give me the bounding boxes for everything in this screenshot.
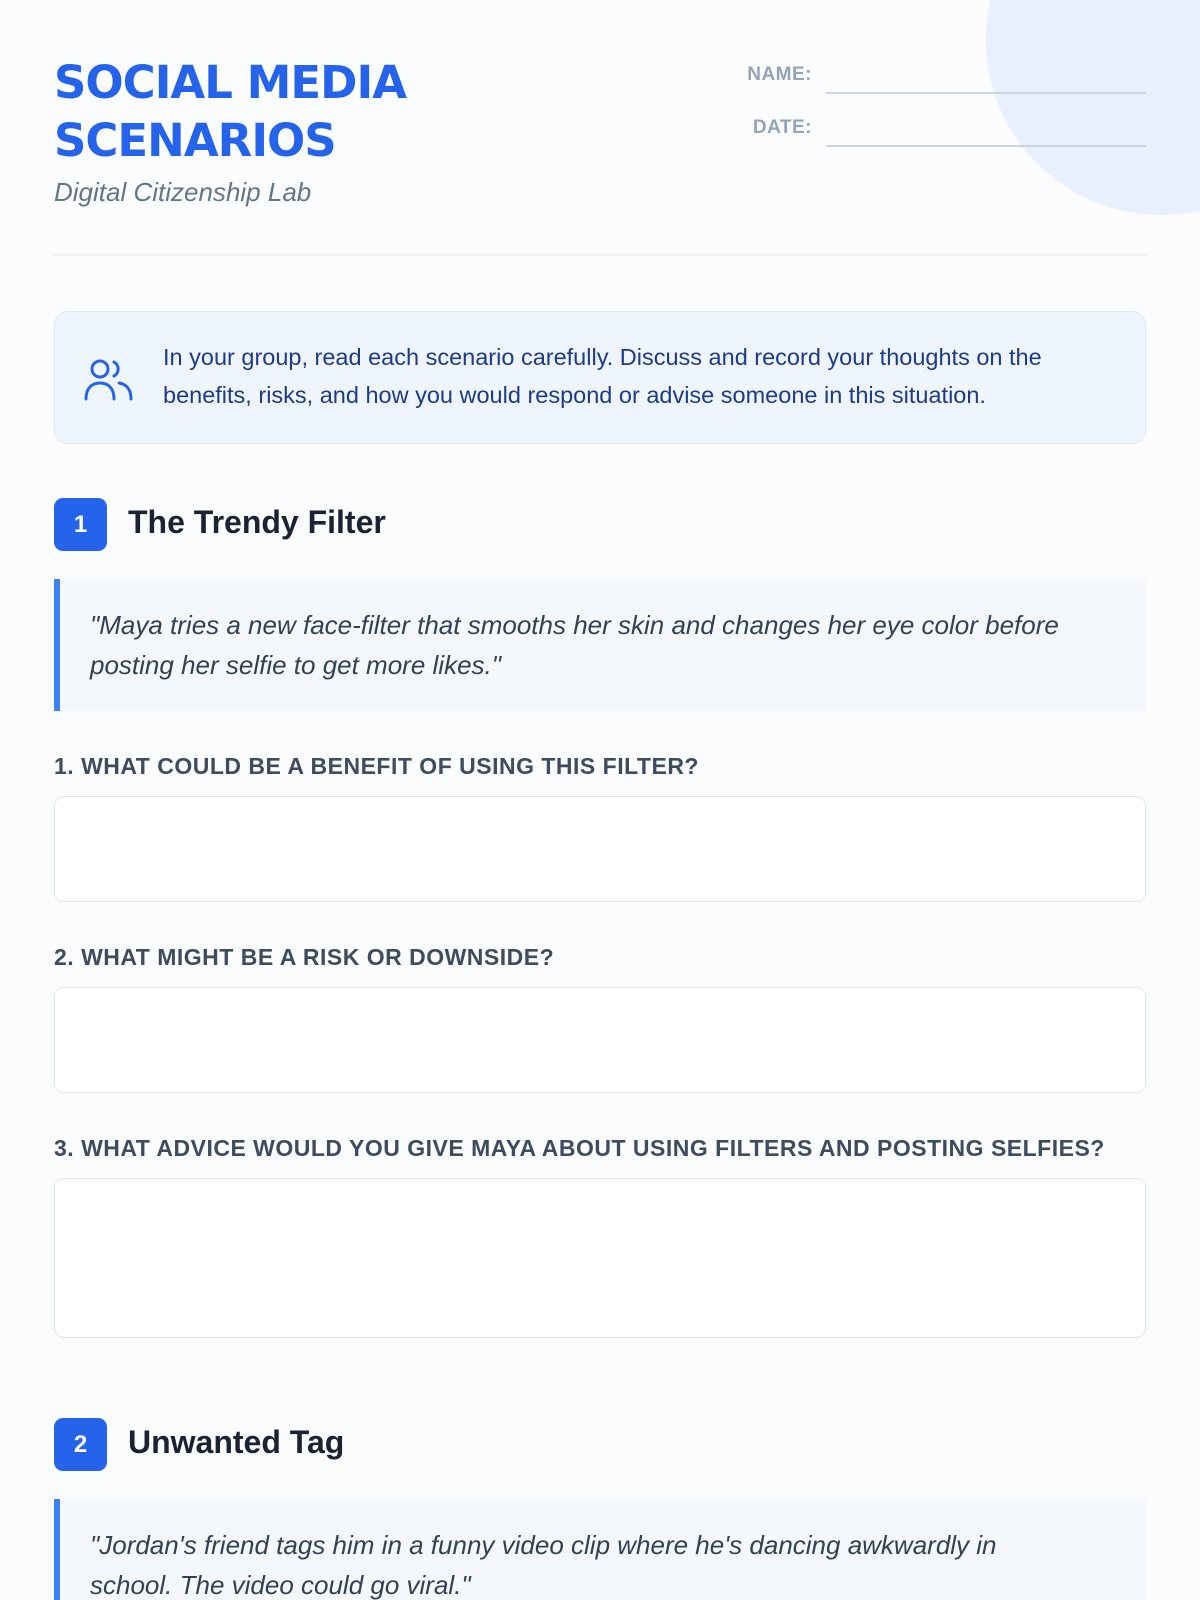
question-2-label: 2. WHAT MIGHT BE A RISK OR DOWNSIDE?	[54, 944, 555, 970]
users-icon	[83, 354, 135, 406]
title-line-1: SOCIAL MEDIA	[54, 56, 407, 109]
date-line[interactable]	[826, 145, 1146, 147]
scenario-2	[54, 1418, 1146, 1600]
page-subtitle: Digital Citizenship Lab	[54, 177, 312, 207]
scenario-1	[54, 498, 1146, 1338]
scenario-title: The Trendy Filter	[128, 504, 386, 540]
instructions-box	[54, 311, 1146, 444]
scenario-quote: "Jordan's friend tags him in a funny video clip where he's dancing awkwardly in school. The video could go viral."	[54, 1499, 1146, 1600]
answer-box-2[interactable]	[54, 987, 1146, 1093]
answer-box-1[interactable]	[54, 796, 1146, 902]
name-field	[744, 54, 1146, 94]
instructions-text: In your group, read each scenario carefully. Discuss and record your thoughts on the benefits, risks, and how you would respond or advise someone in this situation.	[163, 344, 1042, 408]
worksheet-header	[54, 0, 1146, 256]
name-line[interactable]	[826, 92, 1146, 94]
scenario-quote: "Maya tries a new face-filter that smooths her skin and changes her eye color before posting her selfie to get more likes."	[54, 579, 1146, 711]
name-label: NAME:	[747, 64, 812, 85]
scenario-header	[54, 1418, 1146, 1472]
question-3-label: 3. WHAT ADVICE WOULD YOU GIVE MAYA ABOUT USING FILTERS AND POSTING SELFIES?	[54, 1135, 1105, 1161]
question-1-label: 1. WHAT COULD BE A BENEFIT OF USING THIS FILTER?	[54, 753, 699, 779]
scenario-title: Unwanted Tag	[128, 1424, 345, 1460]
page-title	[54, 54, 406, 170]
date-field	[744, 107, 1146, 147]
scenario-header	[54, 498, 1146, 552]
date-label: DATE:	[752, 117, 812, 138]
scenario-number-badge: 2	[54, 1418, 107, 1471]
answer-box-3[interactable]	[54, 1178, 1146, 1338]
title-line-2: SCENARIOS	[54, 114, 336, 167]
scenario-number-badge: 1	[54, 498, 107, 551]
